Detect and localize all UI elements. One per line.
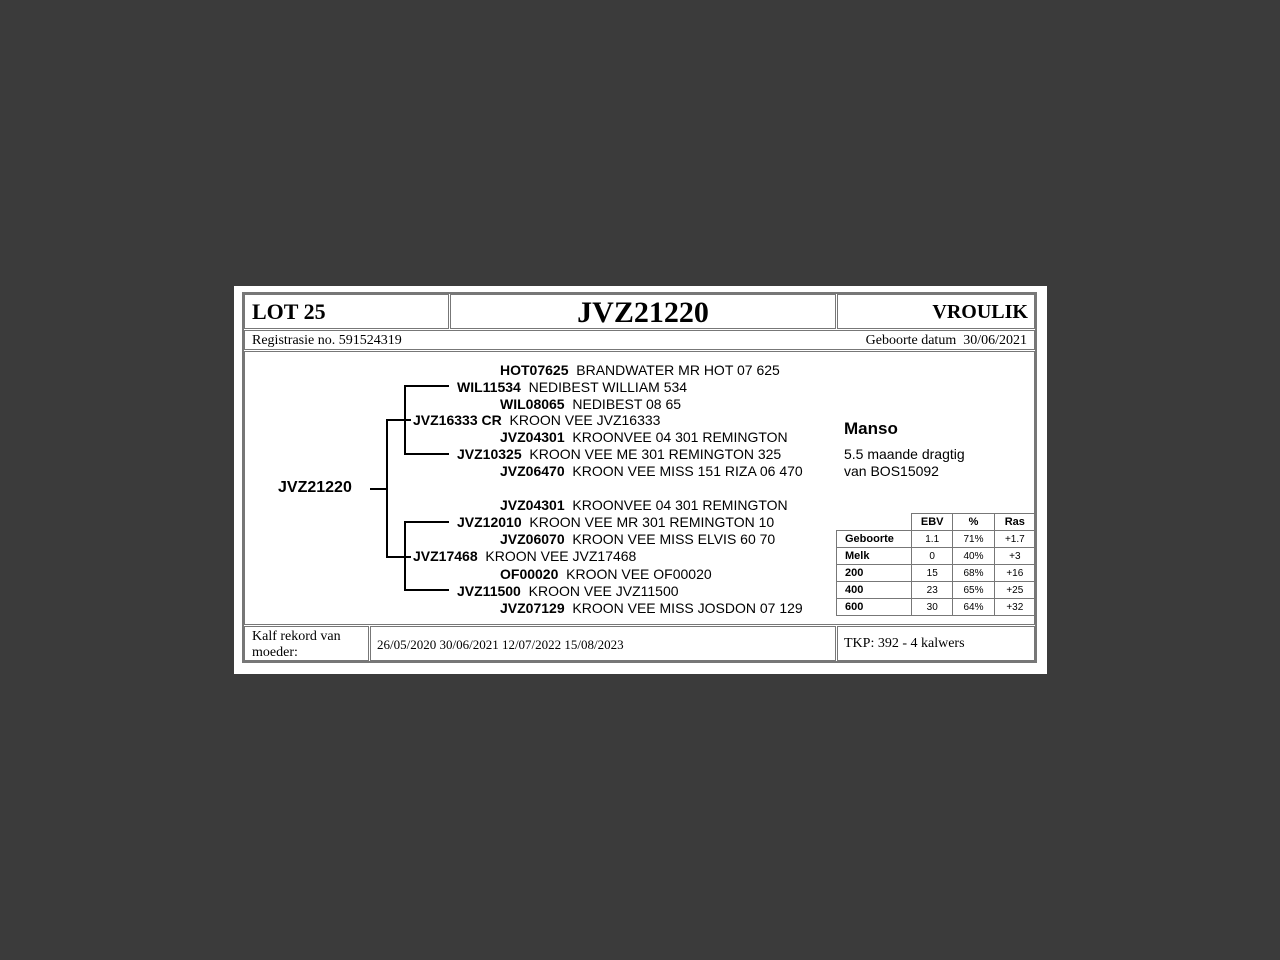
sex-label: VROULIK xyxy=(932,301,1028,323)
pedigree-sire-dam xyxy=(457,446,781,462)
tree-line-sire-sire xyxy=(404,385,449,387)
tree-line-dam-sire xyxy=(404,521,449,523)
birth-date-label: Geboorte datum xyxy=(865,333,957,348)
tree-line-dam-dam xyxy=(404,589,449,591)
ebv-row-label: 200 xyxy=(837,565,912,582)
ebv-breed: +32 xyxy=(994,599,1035,616)
ebv-percent: 68% xyxy=(953,565,994,582)
ebv-row-label: Geboorte xyxy=(837,531,912,548)
ebv-percent: 64% xyxy=(953,599,994,616)
ebv-header-ras: Ras xyxy=(994,514,1035,531)
pedigree-dam-sire-sire xyxy=(500,497,788,513)
ebv-header-blank xyxy=(837,514,912,531)
pedigree-code: JVZ16333 CR xyxy=(413,412,502,428)
pedigree-sire-dam-dam xyxy=(500,463,803,479)
pedigree-name: KROON VEE OF00020 xyxy=(566,566,712,582)
table-row xyxy=(837,582,1036,599)
ebv-header-ebv: EBV xyxy=(912,514,953,531)
calf-record-label-line-2: moeder: xyxy=(252,645,298,660)
ebv-percent: 40% xyxy=(953,548,994,565)
pedigree-code: JVZ11500 xyxy=(457,583,521,599)
ebv-percent: 71% xyxy=(953,531,994,548)
pedigree-code: OF00020 xyxy=(500,566,559,582)
ebv-percent: 65% xyxy=(953,582,994,599)
ebv-header-pct: % xyxy=(953,514,994,531)
ebv-value: 15 xyxy=(912,565,953,582)
animal-id-title: JVZ21220 xyxy=(577,296,709,329)
pedigree-name: KROON VEE JVZ17468 xyxy=(485,548,637,564)
pedigree-sire-dam-sire xyxy=(500,429,788,445)
tree-line-sire-vertical xyxy=(404,385,406,455)
calf-dates-cell xyxy=(370,626,836,661)
registration-text xyxy=(252,333,402,349)
pregnancy-line-2: van BOS15092 xyxy=(844,463,939,479)
pedigree-code: WIL08065 xyxy=(500,396,565,412)
ebv-row-label: 400 xyxy=(837,582,912,599)
animal-id-cell xyxy=(450,294,836,329)
pedigree-subject: JVZ21220 xyxy=(278,479,352,496)
pedigree-code: JVZ04301 xyxy=(500,429,565,445)
table-row xyxy=(837,548,1036,565)
pedigree-name: KROON VEE JVZ16333 xyxy=(509,412,661,428)
lot-number: LOT 25 xyxy=(252,299,326,324)
table-row xyxy=(837,565,1036,582)
ebv-breed: +16 xyxy=(994,565,1035,582)
tree-line-dam-vertical xyxy=(404,521,406,591)
tkp-cell xyxy=(837,626,1035,661)
pedigree-sire-sire-sire xyxy=(500,362,780,378)
pedigree-name: KROON VEE ME 301 REMINGTON 325 xyxy=(529,446,782,462)
ebv-row-label: Melk xyxy=(837,548,912,565)
pedigree-name: NEDIBEST WILLIAM 534 xyxy=(528,379,688,395)
pedigree-name: KROONVEE 04 301 REMINGTON xyxy=(572,429,788,445)
birth-date-text xyxy=(866,333,1027,349)
lot-card xyxy=(234,286,1047,674)
pedigree-name: BRANDWATER MR HOT 07 625 xyxy=(576,362,780,378)
ebv-breed: +1.7 xyxy=(994,531,1035,548)
table-row xyxy=(837,531,1036,548)
pedigree-dam-sire xyxy=(457,514,774,530)
pregnancy-line-1: 5.5 maande dragtig xyxy=(844,446,965,462)
pedigree-dam-dam-dam xyxy=(500,600,803,616)
sex-cell xyxy=(837,294,1035,329)
ebv-value: 30 xyxy=(912,599,953,616)
birth-date-value: 30/06/2021 xyxy=(963,333,1027,348)
ebv-breed: +25 xyxy=(994,582,1035,599)
registration-label: Registrasie no. xyxy=(252,333,336,348)
pedigree-name: KROON VEE MISS ELVIS 60 70 xyxy=(572,531,776,547)
pedigree-code: HOT07625 xyxy=(500,362,569,378)
pedigree-name: KROON VEE MR 301 REMINGTON 10 xyxy=(529,514,775,530)
pedigree-code: JVZ12010 xyxy=(457,514,522,530)
ebv-row-label: 600 xyxy=(837,599,912,616)
pedigree-sire-sire xyxy=(457,379,687,395)
pedigree-code: JVZ04301 xyxy=(500,497,565,513)
calf-record-label-line-1: Kalf rekord van xyxy=(252,629,341,644)
pedigree-name: NEDIBEST 08 65 xyxy=(572,396,682,412)
pedigree-code: JVZ07129 xyxy=(500,600,565,616)
pedigree-dam-dam xyxy=(457,583,679,599)
pedigree-name: KROONVEE 04 301 REMINGTON xyxy=(572,497,788,513)
pedigree-name: KROON VEE MISS JOSDON 07 129 xyxy=(572,600,803,616)
pedigree-dam-sire-dam xyxy=(500,531,775,547)
pedigree-dam xyxy=(413,548,636,564)
tree-line-sire-dam xyxy=(404,453,449,455)
tree-line-subject xyxy=(370,488,387,490)
pedigree-sire xyxy=(413,412,660,428)
ebv-breed: +3 xyxy=(994,548,1035,565)
pedigree-name: KROON VEE JVZ11500 xyxy=(528,583,679,599)
table-row xyxy=(837,599,1036,616)
pedigree-code: WIL11534 xyxy=(457,379,521,395)
ebv-value: 1.1 xyxy=(912,531,953,548)
pedigree-code: JVZ06070 xyxy=(500,531,565,547)
ebv-header-row xyxy=(837,514,1036,531)
ebv-table xyxy=(836,513,1036,616)
tree-line-main-vertical xyxy=(386,419,388,558)
ebv-value: 0 xyxy=(912,548,953,565)
calf-dates: 26/05/2020 30/06/2021 12/07/2022 15/08/2023 xyxy=(377,637,624,652)
pedigree-code: JVZ06470 xyxy=(500,463,565,479)
pedigree-dam-dam-sire xyxy=(500,566,712,582)
animal-name: Manso xyxy=(844,419,898,438)
tkp-text: TKP: 392 - 4 kalwers xyxy=(844,636,965,651)
registration-row xyxy=(244,330,1035,350)
registration-number: 591524319 xyxy=(338,333,402,348)
pedigree-sire-sire-dam xyxy=(500,396,681,412)
ebv-value: 23 xyxy=(912,582,953,599)
pedigree-name: KROON VEE MISS 151 RIZA 06 470 xyxy=(572,463,803,479)
tree-line-sire-stub xyxy=(386,419,411,421)
pedigree-code: JVZ17468 xyxy=(413,548,478,564)
lot-cell xyxy=(244,294,449,329)
tree-line-dam-stub xyxy=(386,556,411,558)
pedigree-code: JVZ10325 xyxy=(457,446,522,462)
calf-record-label-cell xyxy=(244,626,369,661)
